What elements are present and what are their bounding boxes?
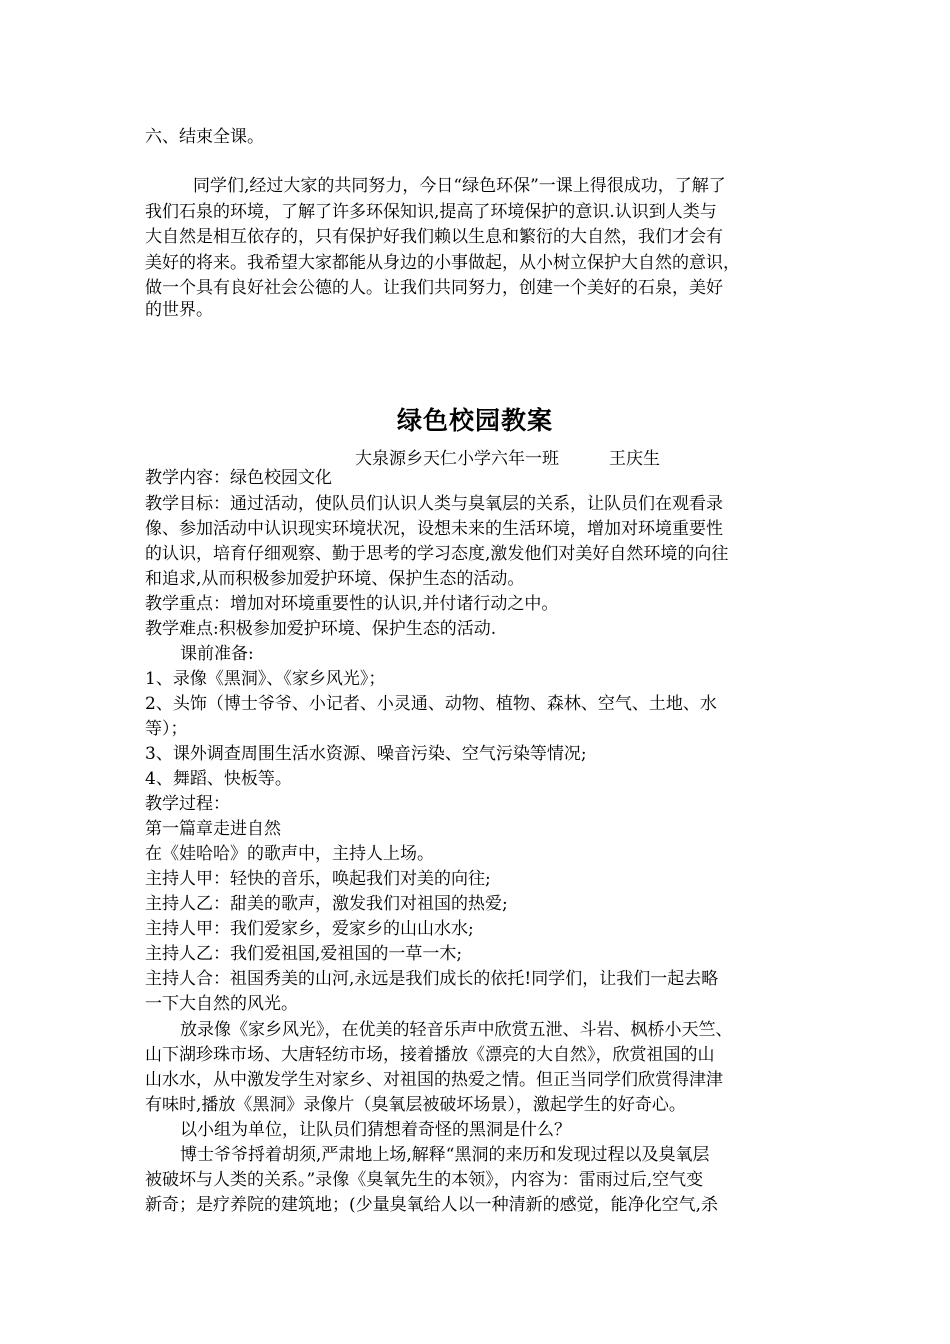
lesson-line: 教学内容：绿色校园文化 <box>145 468 332 488</box>
lesson-line: 主持人乙：甜美的歌声，激发我们对祖国的热爱; <box>145 894 508 914</box>
byline <box>355 444 660 469</box>
lesson-line: 3、课外调查周围生活水资源、噪音污染、空气污染等情况; <box>145 744 587 764</box>
lesson-line: 教学目标：通过活动，使队员们认识人类与臭氧层的关系，让队员们在观看录 <box>145 494 723 514</box>
lesson-line: 主持人合：祖国秀美的山河,永远是我们成长的依托!同学们，让我们一起去略 <box>145 969 719 989</box>
paragraph-line: 大自然是相互依存的，只有保护好我们赖以生息和繁衍的大自然，我们才会有 <box>145 227 723 247</box>
lesson-title: 绿色校园教案 <box>396 406 553 435</box>
lesson-line: 新奇；是疗养院的建筑地；(少量臭氧给人以一种清新的感觉，能净化空气,杀 <box>145 1195 719 1215</box>
lesson-line: 教学重点：增加对环境重要性的认识,并付诸行动之中。 <box>145 594 559 614</box>
lesson-line: 被破坏与人类的关系。”录像《臭氧先生的本领》，内容为：雷雨过后,空气变 <box>145 1170 704 1190</box>
paragraph-line: 做一个具有良好社会公德的人。让我们共同努力，创建一个美好的石泉，美好 <box>145 278 723 298</box>
lesson-line: 博士爷爷捋着胡须,严肃地上场,解释“黑洞的来历和发现过程以及臭氧层 <box>180 1145 710 1165</box>
author-name: 王庆生 <box>609 449 660 469</box>
school-name: 大泉源乡天仁小学六年一班 <box>355 449 559 469</box>
lesson-line: 一下大自然的风光。 <box>145 994 298 1014</box>
lesson-line: 的认识，培育仔细观察、勤于思考的学习态度,激发他们对美好自然环境的向往 <box>145 544 729 564</box>
lesson-line: 以小组为单位，让队员们猜想着奇怪的黑洞是什么？ <box>180 1120 571 1140</box>
lesson-line: 1、录像《黑洞》、《家乡风光》； <box>145 669 386 689</box>
lesson-line: 等）； <box>145 719 188 739</box>
lesson-line: 像、参加活动中认识现实环境状况，设想未来的生活环境，增加对环境重要性 <box>145 519 723 539</box>
lesson-line: 主持人乙：我们爱祖国,爱祖国的一草一木; <box>145 944 463 964</box>
lesson-line: 主持人甲：我们爱家乡，爱家乡的山山水水; <box>145 919 474 939</box>
lesson-line: 2、头饰（博士爷爷、小记者、小灵通、动物、植物、森林、空气、土地、水 <box>145 694 717 714</box>
lesson-line: 放录像《家乡风光》，在优美的轻音乐声中欣赏五泄、斗岩、枫桥小天竺、 <box>180 1020 733 1040</box>
lesson-line: 第一篇章走进自然 <box>145 819 281 839</box>
paragraph-line: 的世界。 <box>145 300 213 320</box>
paragraph-line: 我们石泉的环境，了解了许多环保知识,提高了环境保护的意识.认识到人类与 <box>145 202 717 222</box>
lesson-line: 和追求,从而积极参加爱护环境、保护生态的活动。 <box>145 569 525 589</box>
lesson-line: 山下湖珍珠市场、大唐轻纺市场，接着播放《漂亮的大自然》，欣赏祖国的山 <box>145 1045 715 1065</box>
lesson-line: 教学过程： <box>145 794 230 814</box>
lesson-line: 山水水，从中激发学生对家乡、对祖国的热爱之情。但正当同学们欣赏得津津 <box>145 1070 723 1090</box>
lesson-line: 教学难点:积极参加爱护环境、保护生态的活动. <box>145 619 497 639</box>
lesson-line: 在《娃哈哈》的歌声中，主持人上场。 <box>145 844 434 864</box>
paragraph-line: 美好的将来。我希望大家都能从身边的小事做起，从小树立保护大自然的意识， <box>145 253 740 273</box>
paragraph-line: 同学们,经过大家的共同努力，今日“绿色环保”一课上得很成功，了解了 <box>193 176 726 196</box>
section-heading: 六、结束全课。 <box>145 127 264 147</box>
lesson-line: 4、舞蹈、快板等。 <box>145 769 292 789</box>
lesson-line: 主持人甲：轻快的音乐，唤起我们对美的向往; <box>145 869 491 889</box>
lesson-line: 课前准备: <box>180 644 254 664</box>
lesson-line: 有味时,播放《黑洞》录像片（臭氧层被破坏场景），激起学生的好奇心。 <box>145 1095 686 1115</box>
